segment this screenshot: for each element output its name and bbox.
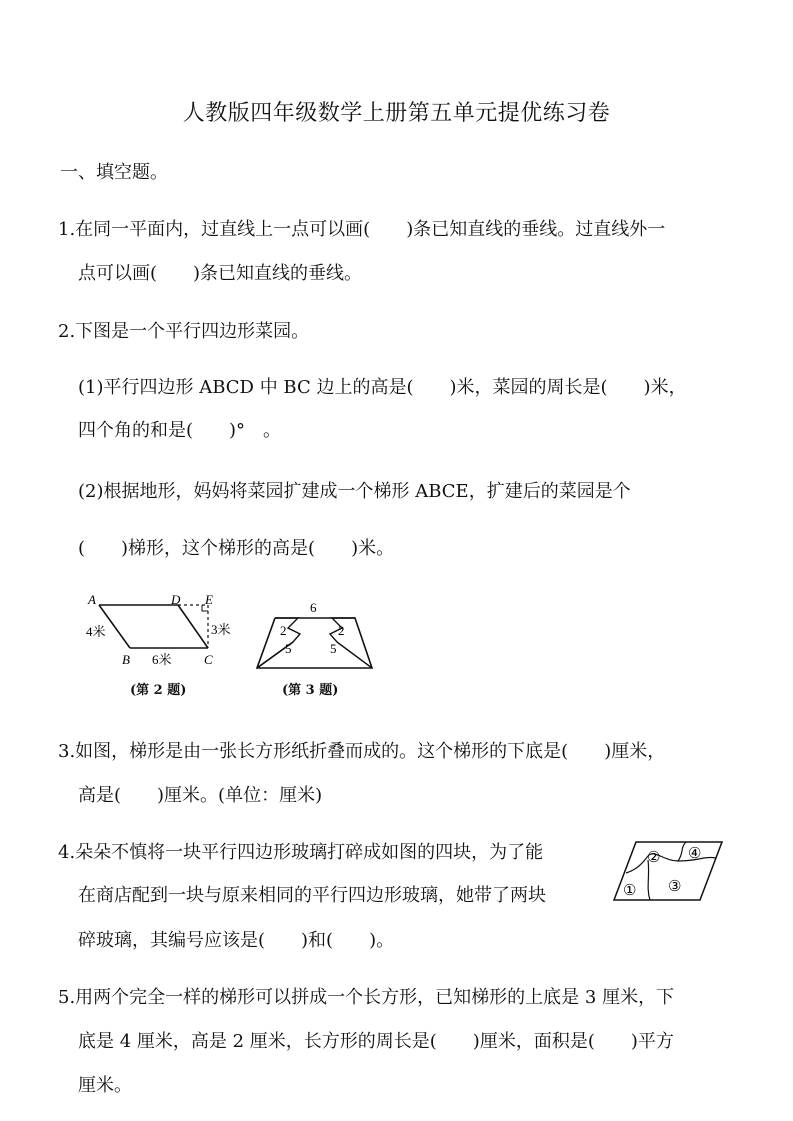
q2-part1-line1: (1)平行四边形 ABCD 中 BC 边上的高是( )米，菜园的周长是( )米， <box>78 377 687 398</box>
q4-line1: 4.朵朵不慎将一块平行四边形玻璃打碎成如图的四块，为了能 <box>58 842 544 863</box>
q3-line1: 3.如图，梯形是由一张长方形纸折叠而成的。这个梯形的下底是( )厘米， <box>58 741 666 762</box>
label-base-length: 6米 <box>152 652 172 667</box>
label-right-5: 5 <box>330 641 337 656</box>
q2-part2-line1: (2)根据地形，妈妈将菜园扩建成一个梯形 ABCE，扩建后的菜园是个 <box>78 481 631 502</box>
q1-line2: 点可以画( )条已知直线的垂线。 <box>78 263 363 284</box>
trapezoid-outline <box>257 618 372 668</box>
q5-line1: 5.用两个完全一样的梯形可以拼成一个长方形，已知梯形的上底是 3 厘米，下 <box>58 987 675 1008</box>
page-title: 人教版四年级数学上册第五单元提优练习卷 <box>182 101 611 126</box>
q2-part2-line2: ( )梯形，这个梯形的高是( )米。 <box>78 538 395 559</box>
figure-q3-folded-trapezoid <box>255 596 375 672</box>
section-heading: 一、填空题。 <box>60 162 168 183</box>
q2-stem: 2.下图是一个平行四边形菜园。 <box>58 321 310 342</box>
label-left-2: 2 <box>280 623 287 638</box>
label-side-length: 4米 <box>86 624 106 639</box>
fold-left-flap <box>257 618 300 668</box>
label-right-2: 2 <box>338 623 345 638</box>
figure-q2-caption: (第 2 题) <box>130 683 187 698</box>
label-left-5: 5 <box>285 641 292 656</box>
q5-line3: 厘米。 <box>78 1075 132 1096</box>
label-d: D <box>171 592 181 607</box>
piece-1-label: ① <box>623 883 637 899</box>
piece-4-label: ④ <box>688 846 702 862</box>
q4-line2: 在商店配到一块与原来相同的平行四边形玻璃，她带了两块 <box>78 885 546 906</box>
crack-4 <box>648 860 650 900</box>
label-c: C <box>204 652 213 667</box>
label-e: E <box>205 592 213 607</box>
q3-line2: 高是( )厘米。(单位：厘米) <box>78 785 323 806</box>
piece-2-label: ② <box>647 850 661 866</box>
figure-q2-parallelogram <box>80 588 250 670</box>
q2-part1-line2: 四个角的和是( )° 。 <box>78 420 282 441</box>
q5-line2: 底是 4 厘米，高是 2 厘米，长方形的周长是( )厘米，面积是( )平方 <box>78 1031 674 1052</box>
label-a: A <box>88 592 96 607</box>
label-b: B <box>122 652 130 667</box>
crack-2 <box>678 842 686 861</box>
q4-line3: 碎玻璃，其编号应该是( )和( )。 <box>78 930 395 951</box>
piece-3-label: ③ <box>668 879 682 895</box>
label-height-length: 3米 <box>211 622 231 637</box>
figure-q3-caption: (第 3 题) <box>282 683 339 698</box>
label-top-6: 6 <box>310 600 317 615</box>
q1-line1: 1.在同一平面内，过直线上一点可以画( )条已知直线的垂线。过直线外一 <box>58 219 666 240</box>
figure-q4-broken-glass <box>612 836 730 904</box>
